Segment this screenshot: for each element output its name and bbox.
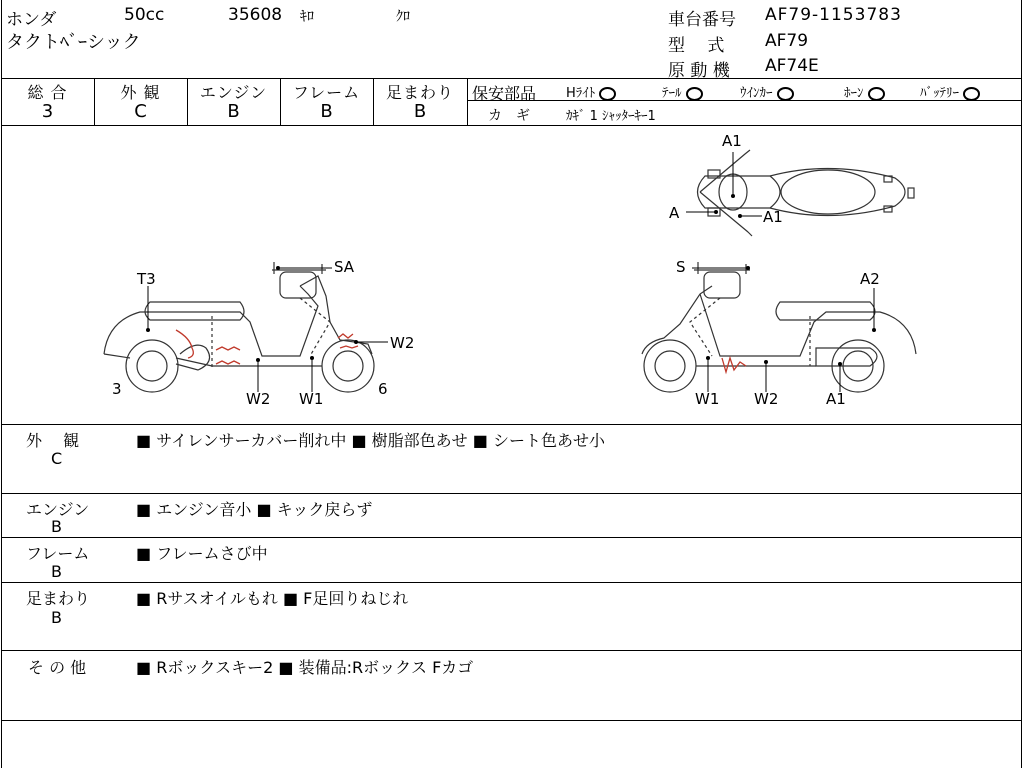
damage-marker — [731, 194, 735, 198]
keys-label: カ ギ — [488, 108, 530, 124]
type-value: AF79 — [765, 31, 809, 51]
engine-value: AF74E — [765, 56, 819, 76]
section-suspension-remarks: ■ Rサスオイルもれ ■ F足回りねじれ — [136, 589, 409, 608]
grade-suspension-label: 足まわり — [385, 83, 454, 102]
section-divider — [1, 720, 1022, 721]
mileage-unit: ｷﾛ — [300, 9, 314, 25]
grade-overall-label: 総 合 — [27, 83, 68, 102]
grade-exterior-value: C — [134, 101, 147, 122]
grade-engine-label: エンジン — [199, 83, 268, 102]
diagram-label: W1 — [695, 390, 720, 408]
diagram-label: A1 — [763, 208, 783, 226]
engine-label: 原 動 機 — [668, 61, 730, 81]
section-frame-label: フレーム — [26, 544, 90, 563]
damage-marker — [714, 210, 718, 214]
safety-label: 保安部品 — [472, 84, 537, 103]
grade-suspension-value: B — [413, 101, 427, 122]
section-exterior-grade: C — [51, 449, 63, 468]
color-value: ｸﾛ — [396, 9, 410, 25]
ok-circle-icon — [599, 87, 616, 101]
model-name: タクトﾍﾞｰシック — [6, 32, 141, 53]
diagram-label: 6 — [378, 380, 388, 398]
section-exterior-remarks: ■ サイレンサーカバー削れ中 ■ 樹脂部色あせ ■ シート色あせ小 — [136, 431, 605, 450]
section-suspension-grade: B — [51, 608, 62, 627]
mileage-value: 35608 — [228, 5, 283, 25]
grade-overall-value: 3 — [41, 101, 54, 122]
diagram-label: A1 — [722, 132, 742, 150]
ok-circle-icon — [868, 87, 885, 101]
safety-item: ﾃｰﾙ — [662, 82, 703, 101]
safety-item: ｳｲﾝｶｰ — [740, 82, 794, 101]
scooter-top-view — [698, 150, 915, 236]
section-divider — [1, 493, 1022, 494]
section-frame-remarks: ■ フレームさび中 — [136, 544, 268, 563]
diagram-label: W2 — [754, 390, 779, 408]
diagram-label: W1 — [299, 390, 324, 408]
diagram-label: S — [676, 258, 686, 276]
damage-scribbles — [722, 358, 746, 372]
grade-engine-value: B — [227, 101, 240, 122]
diagram-label: W2 — [390, 334, 415, 352]
grade-frame-label: フレーム — [292, 83, 361, 102]
ok-circle-icon — [777, 87, 794, 101]
type-label: 型 式 — [668, 36, 725, 56]
section-suspension-label: 足まわり — [26, 589, 91, 608]
section-other-remarks: ■ Rボックスキー2 ■ 装備品:Rボックス Fカゴ — [136, 658, 474, 677]
ok-circle-icon — [686, 87, 703, 101]
section-engine-remarks: ■ エンジン音小 ■ キック戻らず — [136, 500, 373, 519]
frame-no-value: AF79-1153783 — [765, 5, 902, 25]
section-frame-grade: B — [51, 562, 62, 581]
section-other-label: そ の 他 — [28, 658, 87, 677]
diagram-label: SA — [334, 258, 355, 276]
safety-item: ﾎｰﾝ — [844, 82, 885, 101]
damage-marker — [738, 214, 742, 218]
section-engine-label: エンジン — [26, 500, 90, 519]
diagram-label: 3 — [112, 380, 122, 398]
frame-no-label: 車台番号 — [668, 10, 736, 30]
section-divider — [1, 582, 1022, 583]
safety-item: ﾊﾞｯﾃﾘｰ — [920, 82, 980, 101]
grade-frame-value: B — [320, 101, 333, 122]
grade-exterior-label: 外 観 — [120, 83, 161, 102]
maker: ホンダ — [6, 10, 57, 30]
section-divider — [1, 537, 1022, 538]
section-exterior-label: 外 観 — [26, 431, 80, 450]
diagram-label: A — [669, 204, 680, 222]
diagram-label: A1 — [826, 390, 846, 408]
ok-circle-icon — [963, 87, 980, 101]
safety-item: Hﾗｲﾄ — [566, 82, 616, 101]
diagram-label: W2 — [246, 390, 271, 408]
diagram-label: T3 — [137, 270, 156, 288]
section-divider — [1, 650, 1022, 651]
grade-table-top — [1, 78, 1022, 79]
displacement: 50cc — [124, 5, 165, 25]
grade-divider — [467, 78, 468, 125]
diagram-bottom — [1, 424, 1022, 425]
section-engine-grade: B — [51, 517, 62, 536]
diagram-label: A2 — [860, 270, 880, 288]
scooter-diagram — [0, 126, 1024, 424]
keys-value: ｶｷﾞ 1 ｼｬｯﾀｰｷｰ1 — [566, 109, 656, 124]
